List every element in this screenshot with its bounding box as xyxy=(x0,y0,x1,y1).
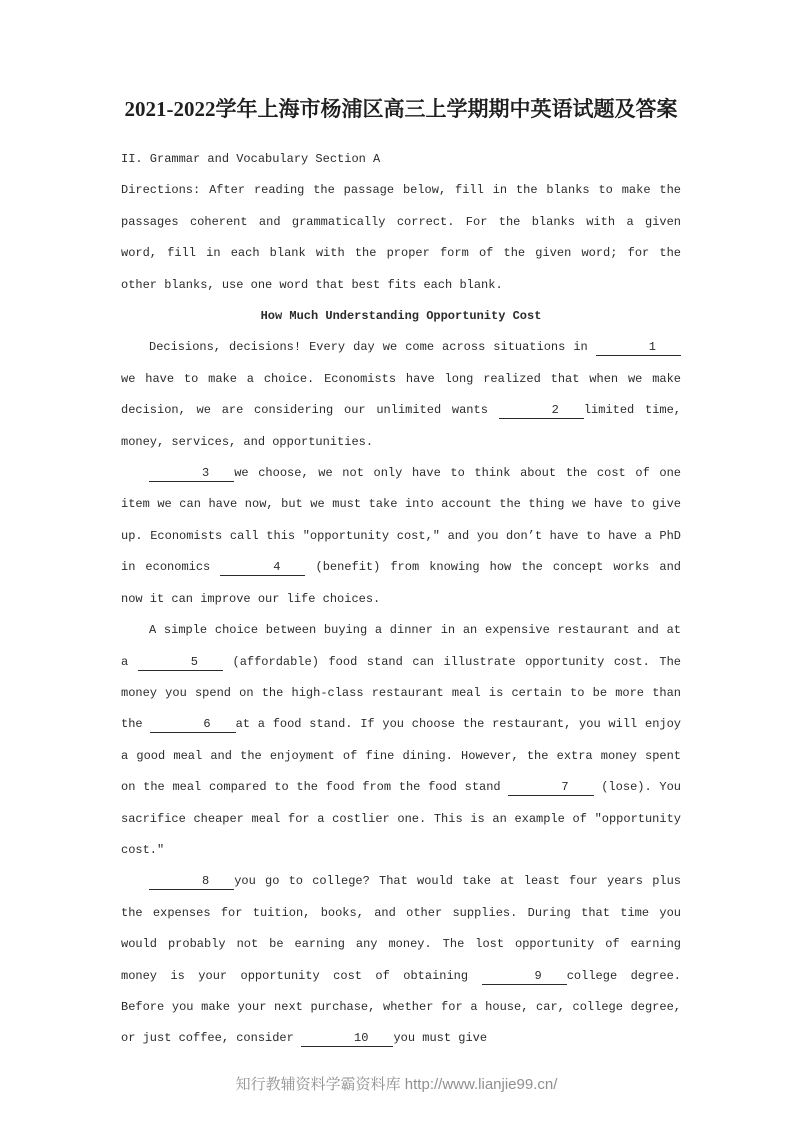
passage-text: we have to make a choice. Economists have long realized that when we make decision, we are considering our unlimited wants xyxy=(121,371,681,418)
blank-8: 8 xyxy=(149,873,234,890)
blank-1: 1 xyxy=(596,339,681,356)
passage-title: How Much Understanding Opportunity Cost xyxy=(260,309,542,324)
blank-9: 9 xyxy=(482,968,567,985)
passage-paragraph xyxy=(121,866,681,1054)
blank-10: 10 xyxy=(301,1030,393,1047)
passage-paragraph xyxy=(121,332,681,458)
directions-text: Directions: After reading the passage below, fill in the blanks to make the passages coherent and grammatically correct. For the blanks with a given word, fill in each blank with the proper form of the given word; for the other blanks, use one word that best fits each blank. xyxy=(121,183,681,292)
blank-4: 4 xyxy=(220,559,305,576)
passage-text: (affordable) food stand can illustrate opportunity cost. The money you spend on the high-class restaurant meal is certain to be more than the xyxy=(121,654,681,732)
passage-text: Decisions, decisions! Every day we come across situations in xyxy=(149,340,596,355)
passage-text: (benefit) from knowing how the concept works and now it can improve our life choices. xyxy=(121,560,681,606)
passage-paragraph xyxy=(121,615,681,866)
passage-text: we choose, we not only have to think about the cost of one item we can have now, but we must take into account the thing we have to give up. Economists call this ″opportunity cost,″ and you don’t have to have a PhD in economics xyxy=(121,466,681,575)
document-body xyxy=(121,144,681,1055)
passage-text: limited time, money, services, and opportunities. xyxy=(121,403,681,449)
footer-watermark: 知行教辅资料学霸资料库 http://www.lianjie99.cn/ xyxy=(235,1076,558,1093)
section-heading: II. Grammar and Vocabulary Section A xyxy=(121,152,381,166)
passage-paragraph xyxy=(121,458,681,615)
blank-3: 3 xyxy=(149,465,234,482)
passage-text: you must give xyxy=(393,1031,488,1046)
passage-text: you go to college? That would take at least four years plus the expenses for tuition, books, and other supplies. During that time you would probably not be earning any money. The lost opportunity of earning money is your opportunity cost of obtaining xyxy=(121,874,681,983)
blank-6: 6 xyxy=(150,716,235,733)
passage-text: college degree. Before you make your next purchase, whether for a house, car, college degree, or just coffee, consider xyxy=(121,968,681,1046)
passage-body xyxy=(121,332,681,1054)
passage-text: A simple choice between buying a dinner in an expensive restaurant and at a xyxy=(121,623,681,669)
blank-7: 7 xyxy=(508,779,593,796)
document-title: 2021-2022学年上海市杨浦区高三上学期期中英语试题及答案 xyxy=(124,97,678,121)
passage-text: (lose). You sacrifice cheaper meal for a costlier one. This is an example of ″opportunity cost.″ xyxy=(121,780,681,857)
blank-2: 2 xyxy=(499,402,584,419)
blank-5: 5 xyxy=(138,654,223,671)
passage-text: at a food stand. If you choose the restaurant, you will enjoy a good meal and the enjoyment of fine dining. However, the extra money spent on the meal compared to the food from the food stand xyxy=(121,717,681,795)
